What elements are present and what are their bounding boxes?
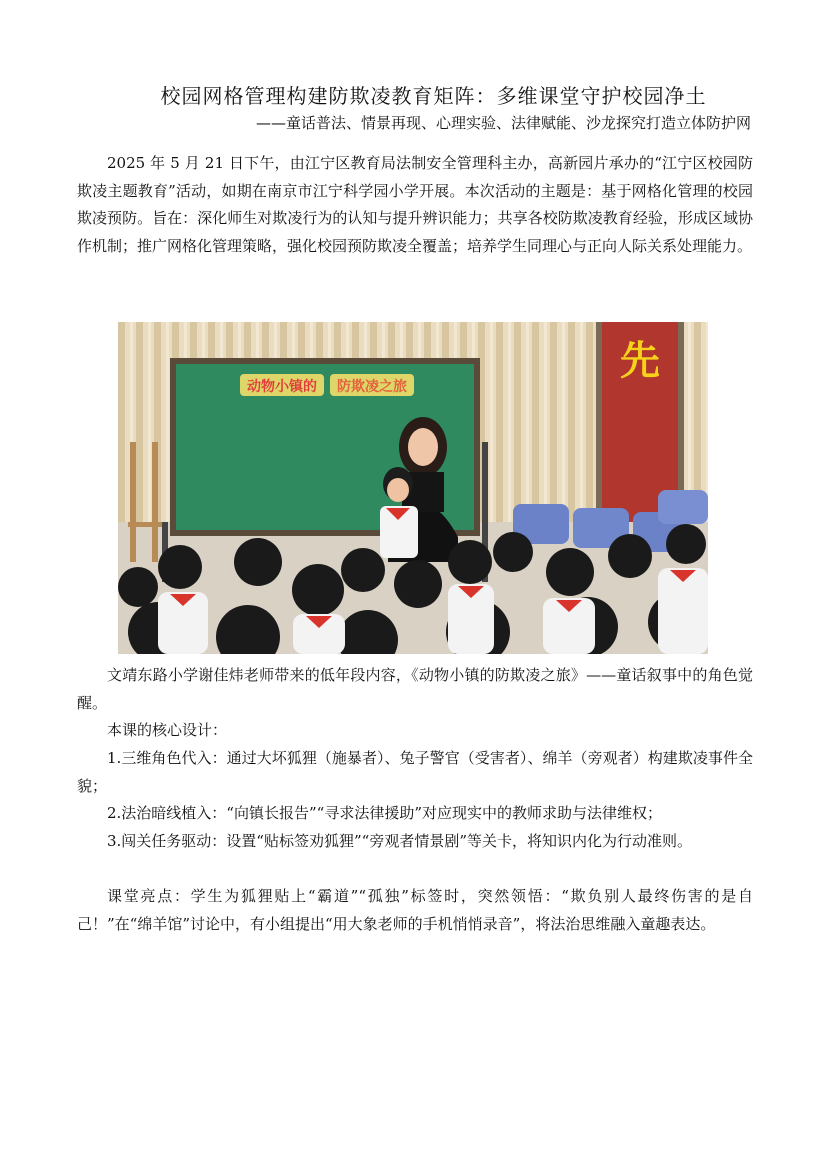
classroom-photo [118, 322, 708, 654]
board-title-right: 防欺凌之旅 [337, 379, 407, 395]
intro-paragraph: 2025 年 5 月 21 日下午，由江宁区教育局法制安全管理科主办，高新园片承办的“江宁区校园防欺凌主题教育”活动，如期在南京市江宁科学园小学开展。本次活动的主题是：基于网格化管理的校园欺凌预防。旨在：深化师生对欺凌行为的认知与提升辨识能力；共享各校防欺凌教育经验，形成区域协作机制；推广网格化管理策略，强化校园预防欺凌全覆盖；培养学生同理心与正向人际关系处理能力。 [77, 154, 753, 255]
core-design-item: 3.闯关任务驱动：设置“贴标签劝狐狸”“旁观者情景剧”等关卡，将知识内化为行动准则。 [107, 832, 692, 850]
core-design-item: 2.法治暗线植入：“向镇长报告”“寻求法律援助”对应现实中的教师求助与法律维权； [107, 804, 662, 822]
core-design-heading: 本课的核心设计： [107, 721, 228, 739]
board-title-left: 动物小镇的 [247, 379, 317, 395]
highlight-paragraph: 课堂亮点：学生为狐狸贴上“霸道”“孤独”标签时，突然领悟：“欺负别人最终伤害的是自己！”在“绵羊馆”讨论中，有小组提出“用大象老师的手机悄悄录音”，将法治思维融入童趣表达。 [77, 887, 753, 933]
banner-char: 先 [620, 338, 660, 384]
document-title: 校园网格管理构建防欺凌教育矩阵：多维课堂守护校园净土 [160, 84, 707, 108]
document-subtitle: ——童话普法、情景再现、心理实验、法律赋能、沙龙探究打造立体防护网 [255, 114, 751, 132]
core-design-item: 1.三维角色代入：通过大坏狐狸（施暴者）、兔子警官（受害者）、绵羊（旁观者）构建欺凌事件全貌； [77, 749, 753, 795]
photo-caption-paragraph: 文靖东路小学谢佳炜老师带来的低年段内容，《动物小镇的防欺凌之旅》——童话叙事中的角色觉醒。 [77, 666, 753, 712]
